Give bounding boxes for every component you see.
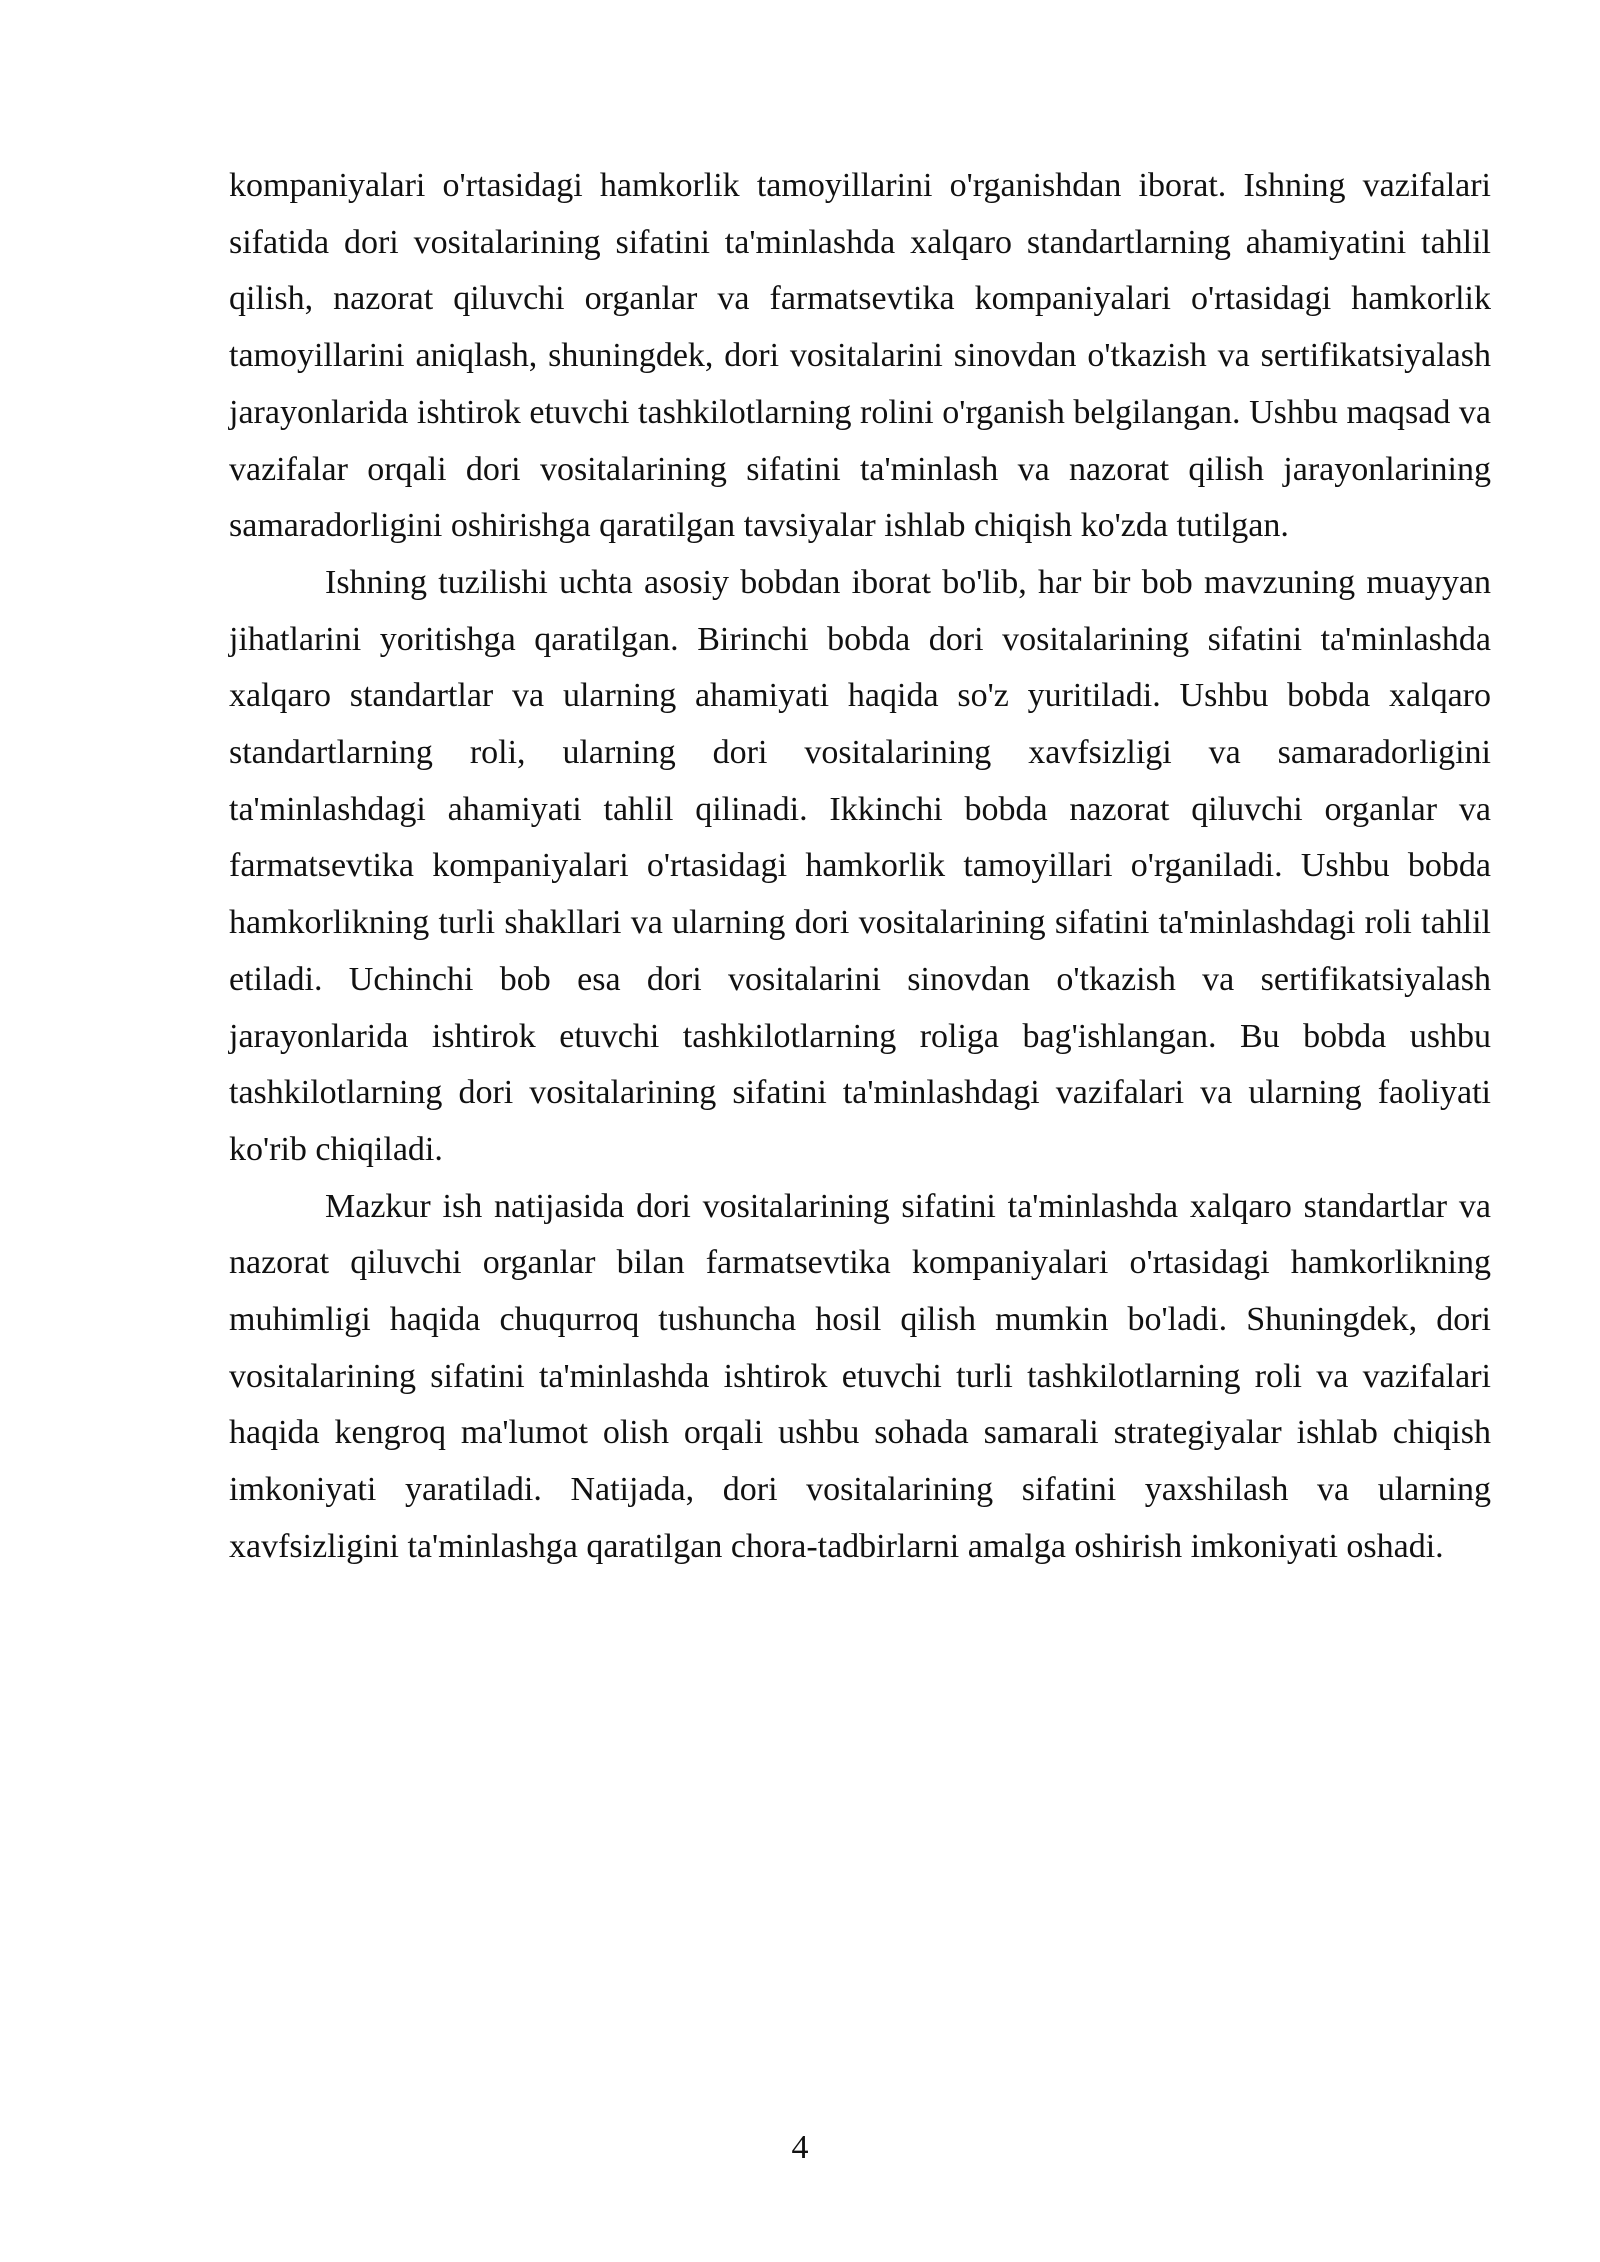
paragraph-continuation: kompaniyalari o'rtasidagi hamkorlik tamoyillarini o'rganishdan iborat. Ishning vazifalari sifatida dori vositalarining sifatini ta'minlashda xalqaro standartlarning ahamiyatini tahlil qilish, nazorat qiluvchi organlar va farmatsevtika kompaniyalari o'rtasidagi hamkorlik tamoyillarini aniqlash, shuningdek, dori vositalarini sinovdan o'tkazish va sertifikatsiyalash jarayonlarida ishtirok etuvchi tashkilotlarning rolini o'rganish belgilangan. Ushbu maqsad va vazifalar orqali dori vositalarining sifatini ta'minlash va nazorat qilish jarayonlarining samaradorligini oshirishga qaratilgan tavsiyalar ishlab chiqish ko'zda tutilgan. bbox=[229, 167, 1491, 545]
page-number: 4 bbox=[791, 2129, 809, 2166]
body-text bbox=[229, 158, 1491, 1576]
paragraph-conclusion: Mazkur ish natijasida dori vositalarining sifatini ta'minlashda xalqaro standartlar va nazorat qiluvchi organlar bilan farmatsevtika kompaniyalari o'rtasidagi hamkorlikning muhimligi haqida chuqurroq tushuncha hosil qilish mumkin bo'ladi. Shuningdek, dori vositalarining sifatini ta'minlashda ishtirok etuvchi turli tashkilotlarning roli va vazifalari haqida kengroq ma'lumot olish orqali ushbu sohada samarali strategiyalar ishlab chiqish imkoniyati yaratiladi. Natijada, dori vositalarining sifatini yaxshilash va ularning xavfsizligini ta'minlashga qaratilgan chora-tadbirlarni amalga oshirish imkoniyati oshadi. bbox=[229, 1187, 1491, 1565]
paragraph-structure: Ishning tuzilishi uchta asosiy bobdan iborat bo'lib, har bir bob mavzuning muayyan jihatlarini yoritishga qaratilgan. Birinchi bobda dori vositalarining sifatini ta'minlashda xalqaro standartlar va ularning ahamiyati haqida so'z yuritiladi. Ushbu bobda xalqaro standartlarning roli, ularning dori vositalarining xavfsizligi va samaradorligini ta'minlashdagi ahamiyati tahlil qilinadi. Ikkinchi bobda nazorat qiluvchi organlar va farmatsevtika kompaniyalari o'rtasidagi hamkorlik tamoyillari o'rganiladi. Ushbu bobda hamkorlikning turli shakllari va ularning dori vositalarining sifatini ta'minlashdagi roli tahlil etiladi. Uchinchi bob esa dori vositalarini sinovdan o'tkazish va sertifikatsiyalash jarayonlarida ishtirok etuvchi tashkilotlarning roliga bag'ishlangan. Bu bobda ushbu tashkilotlarning dori vositalarining sifatini ta'minlashdagi vazifalari va ularning faoliyati ko'rib chiqiladi. bbox=[229, 563, 1491, 1168]
